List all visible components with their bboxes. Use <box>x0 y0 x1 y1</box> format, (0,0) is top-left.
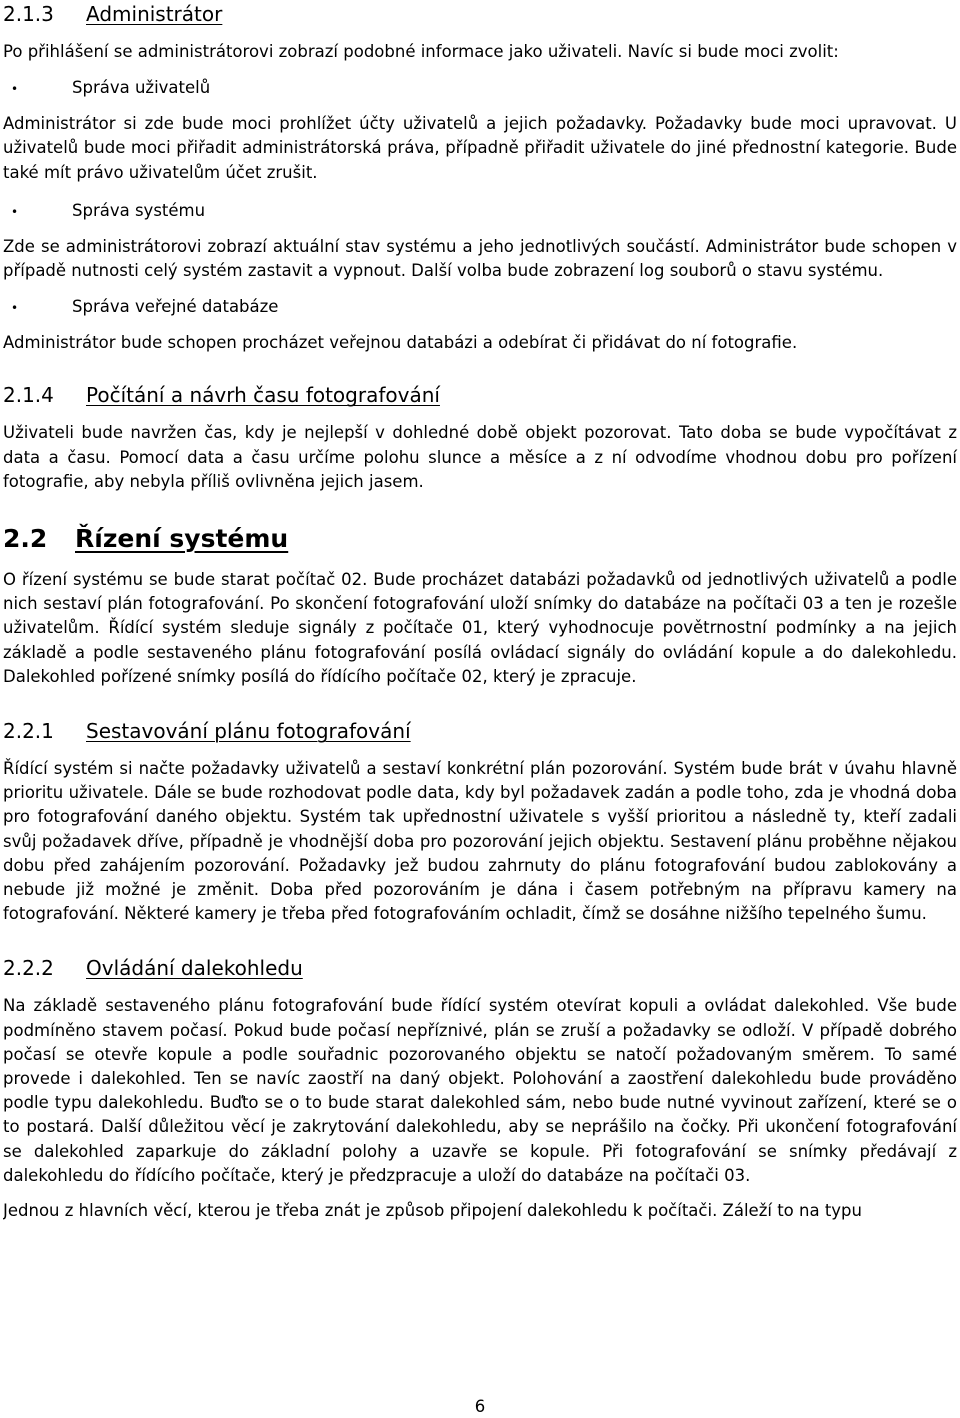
section-intro: Po přihlášení se administrátorovi zobrazí podobné informace jako uživateli. Navíc si bude moci zvolit: <box>3 42 839 61</box>
section-paragraph: Na základě sestaveného plánu fotografování bude řídící systém otevírat kopuli a ovládat dalekohled. Vše bude podmíněno stavem počasí. Pokud bude počasí nepříznivé, plán se zruší a požadavky se odloží. V případě dobrého počasí se otevře kopule a podle souřadnic pozorovaného objektu se natočí požadovaným směrem. To samé provede i dalekohled. Ten se navíc zaostří na daný objekt. Polohování a zaostření dalekohledu bude prováděno podle typu dalekohledu. Buďto se o to bude starat dalekohled sám, nebo bude nutné vyvinout zařízení, které se o to postará. Další důležitou věcí je zakrytování dalekohledu, aby se neprášilo na čočky. Při ukončení fotografování se dalekohled zaparkuje do základní polohy a uzavře se kopule. Při fotografování se snímky předávají z dalekohledu do řídícího počítače, který je předzpracuje a uloží do databáze na počítači 03. <box>3 996 957 1185</box>
heading-title: Řízení systému <box>75 524 289 554</box>
bullet-icon: • <box>11 204 19 219</box>
bullet-icon: • <box>11 301 19 316</box>
list-item-sprava-uzivatelu <box>3 76 957 100</box>
list-item-description: Administrátor si zde bude moci prohlížet účty uživatelů a jejich požadavky. Požadavky bude moci upravovat. U uživatelů bude moci přiřadit administrátorská práva, případně přiřadit uživatele do jiné přednostní kategorie. Bude také mít právo uživatelům účet zrušit. <box>3 114 957 182</box>
section-paragraph: Řídící systém si načte požadavky uživatelů a sestaví konkrétní plán pozorování. Systém bude brát v úvahu hlavně prioritu uživatele. Dále se bude rozhodovat podle data, kdy byl požadavek zadán a podle toho, zda je vhodná doba pro fotografování daného objektu. Systém tak upřednostní uživatele s vyšší prioritou a následně ty, kteří zadali svůj požadavek dříve, případně je vhodnější doba pro pozorování jejich objektu. Sestavení plánu proběhne nějakou dobu před zahájením pozorování. Požadavky jež budou zahrnuty do plánu fotografování budou zablokovány a nebude již možné je změnit. Doba před pozorováním je dána i časem potřebným na přípravu kamery na fotografování. Některé kamery je třeba před fotografováním ochladit, čímž se dosáhne nižšího tepelného šumu. <box>3 759 957 924</box>
heading-2-2 <box>3 522 957 556</box>
heading-title: Administrátor <box>86 2 223 26</box>
list-item-description: Administrátor bude schopen procházet veřejnou databázi a odebírat či přidávat do ní fotografie. <box>3 333 798 353</box>
list-item-sprava-systemu <box>3 199 957 223</box>
heading-number: 2.2.1 <box>3 719 54 744</box>
heading-title: Počítání a návrh času fotografování <box>86 383 440 408</box>
list-item-label: Správa veřejné databáze <box>72 297 279 317</box>
heading-title: Ovládání dalekohledu <box>86 956 303 981</box>
list-item-description: Zde se administrátorovi zobrazí aktuální stav systému a jeho jednotlivých součástí. Administrátor bude schopen v případě nutnosti celý systém zastavit a vypnout. Další volba bude zobrazení log souborů o stavu systému. <box>3 236 957 281</box>
heading-number: 2.2.2 <box>3 956 54 981</box>
page-number: 6 <box>474 1397 486 1416</box>
section-paragraph: Jednou z hlavních věcí, kterou je třeba znát je způsob připojení dalekohledu k počítači. Záleží to na typu <box>3 1201 862 1221</box>
section-paragraph: O řízení systému se bude starat počítač 02. Bude procházet databázi požadavků od jednotlivých uživatelů a podle nich sestaví plán fotografování. Po skončení fotografování uloží snímky do databáze na počítači 03 a ten je rozešle uživatelům. Řídící systém sleduje signály z počítače 01, který vyhodnocuje povětrnostní podmínky a na jejich základě a podle sestaveného plánu fotografování posílá ovládací signály do ovládání kopule a do dalekohledu. Dalekohled pořízené snímky posílá do řídícího počítače 02, který je zpracuje. <box>3 570 957 686</box>
list-item-label: Správa systému <box>72 200 206 220</box>
heading-number: 2.1.4 <box>3 383 54 408</box>
heading-title: Sestavování plánu fotografování <box>86 719 411 744</box>
list-item-label: Správa uživatelů <box>72 78 211 98</box>
heading-number: 2.2 <box>3 524 48 554</box>
heading-2-2-2 <box>3 954 957 982</box>
page-content <box>3 0 957 1223</box>
heading-2-2-1 <box>3 717 957 745</box>
list-item-sprava-verejne-databaze <box>3 295 957 319</box>
heading-2-1-3 <box>3 0 957 28</box>
section-paragraph: Uživateli bude navržen čas, kdy je nejlepší v dohledné době objekt pozorovat. Tato doba se bude vypočítávat z data a času. Pomocí data a času určíme polohu slunce a měsíce a z ní odvodíme vhodnou dobu pro pořízení fotografie, aby nebyla příliš ovlivněna jejich jasem. <box>3 423 957 491</box>
bullet-icon: • <box>11 82 19 97</box>
heading-number: 2.1.3 <box>3 2 54 26</box>
heading-2-1-4 <box>3 381 957 409</box>
